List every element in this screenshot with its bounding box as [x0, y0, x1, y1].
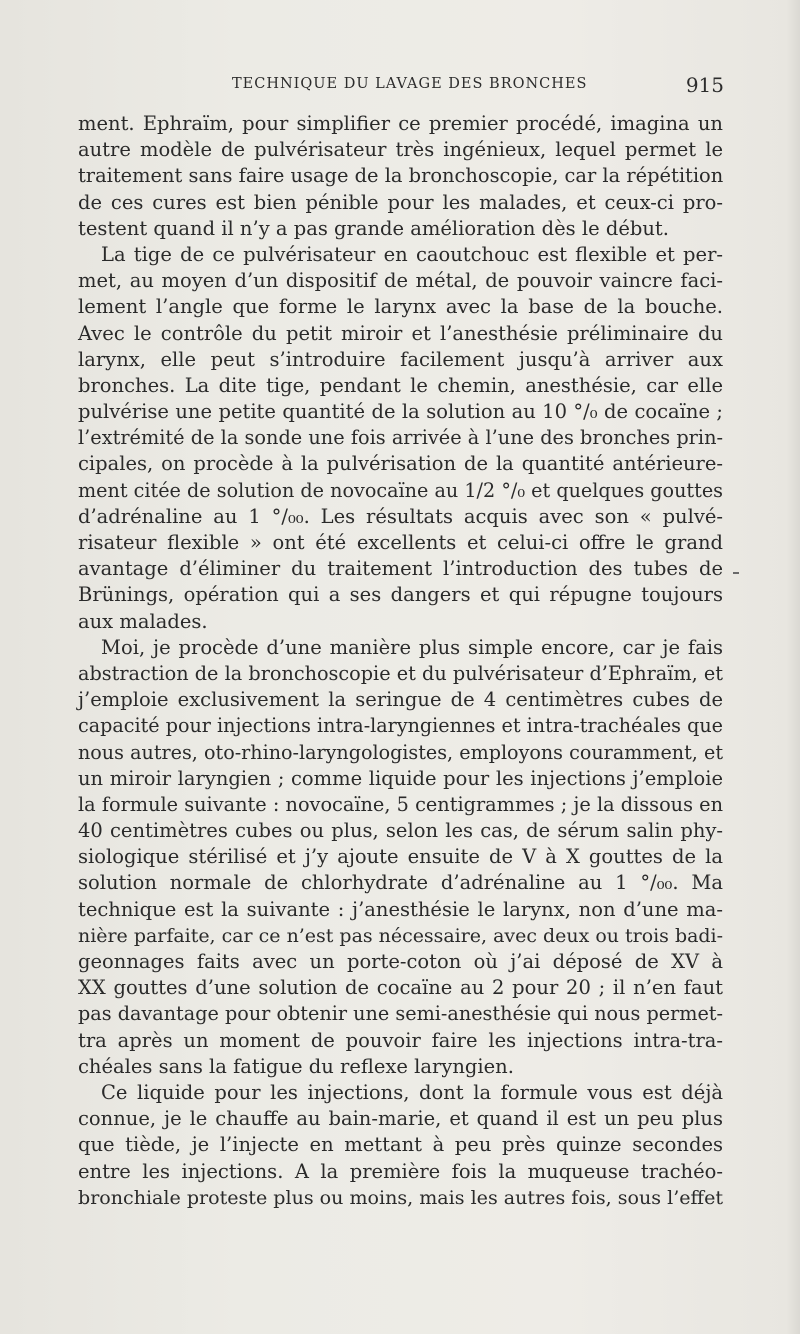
text-line: nous autres, oto-rhino-laryngologistes, employons couramment, et	[78, 740, 723, 764]
text-line: siologique stérilisé et j’y ajoute ensuite de V à X gouttes de la	[78, 845, 723, 869]
text-line: testent quand il n’y a pas grande amélioration dès le début.	[78, 216, 669, 240]
text-line: tra après un moment de pouvoir faire les injections intra-tra-	[78, 1028, 723, 1052]
text-line: lement l’angle que forme le larynx avec la base de la bouche.	[78, 295, 723, 319]
text-line: larynx, elle peut s’introduire facilement jusqu’à arriver aux	[78, 347, 723, 371]
text-line: Avec le contrôle du petit miroir et l’anesthésie préliminaire du	[78, 321, 723, 345]
text-line: connue, je le chauffe au bain-marie, et quand il est un peu plus	[78, 1107, 723, 1131]
text-line: autre modèle de pulvérisateur très ingénieux, lequel permet le	[78, 138, 723, 162]
text-line: geonnages faits avec un porte-coton où j’ai déposé de XV à	[78, 950, 723, 973]
text-line: d’adrénaline au 1 °/₀₀. Les résultats acquis avec son « pulvé-	[78, 504, 723, 528]
text-line: la formule suivante : novocaïne, 5 centigrammes ; je la dissous en	[78, 792, 723, 816]
text-line: 40 centimètres cubes ou plus, selon les cas, de sérum salin phy-	[78, 819, 723, 843]
text-line: ment citée de solution de novocaïne au 1/2 °/₀ et quelques gouttes	[78, 478, 723, 502]
running-head	[82, 74, 724, 98]
text-line: un miroir laryngien ; comme liquide pour les injections j’emploie	[78, 766, 723, 790]
text-line: pas davantage pour obtenir une semi-anesthésie qui nous permet-	[78, 1002, 723, 1026]
body-text	[78, 111, 723, 1211]
text-line: l’extrémité de la sonde une fois arrivée à l’une des bronches prin-	[78, 426, 723, 450]
page-edge-shadow	[786, 0, 800, 1334]
text-line: chéales sans la fatigue du reflexe laryngien.	[78, 1054, 514, 1078]
text-line: j’emploie exclusivement la seringue de 4 centimètres cubes de	[78, 688, 723, 712]
text-line: Brünings, opération qui a ses dangers et qui répugne toujours	[78, 583, 723, 607]
page-number: 915	[685, 73, 724, 97]
text-line: Ce liquide pour les injections, dont la formule vous est déjà	[101, 1080, 723, 1104]
text-line: pulvérise une petite quantité de la solution au 10 °/₀ de cocaïne ;	[78, 400, 723, 424]
text-line: ment. Ephraïm, pour simplifier ce premier procédé, imagina un	[78, 112, 723, 135]
text-line: met, au moyen d’un dispositif de métal, de pouvoir vaincre faci-	[78, 269, 723, 293]
text-line: avantage d’éliminer du traitement l’introduction des tubes de	[78, 557, 723, 581]
text-line: capacité pour injections intra-laryngiennes et intra-trachéales que	[78, 714, 723, 738]
text-line: risateur flexible » ont été excellents et celui-ci offre le grand	[78, 531, 723, 554]
text-line: Moi, je procède d’une manière plus simple encore, car je fais	[101, 635, 723, 659]
text-line: aux malades.	[78, 609, 208, 633]
text-line: bronchiale proteste plus ou moins, mais les autres fois, sous l’effet	[78, 1186, 723, 1209]
text-line: de ces cures est bien pénible pour les malades, et ceux-ci pro-	[78, 190, 723, 214]
text-line: abstraction de la bronchoscopie et du pulvérisateur d’Ephraïm, et	[78, 661, 723, 685]
text-line: traitement sans faire usage de la bronchoscopie, car la répétition	[78, 164, 724, 188]
margin-mark	[733, 572, 739, 574]
text-line: cipales, on procède à la pulvérisation de la quantité antérieure-	[78, 452, 723, 476]
text-line: XX gouttes d’une solution de cocaïne au 2 pour 20 ; il n’en faut	[78, 976, 723, 1000]
text-line: technique est la suivante : j’anesthésie le larynx, non d’une ma-	[78, 897, 723, 921]
text-line: La tige de ce pulvérisateur en caoutchouc est flexible et per-	[101, 242, 723, 266]
text-line: que tiède, je l’injecte en mettant à peu près quinze secondes	[78, 1133, 723, 1157]
running-title: TECHNIQUE DU LAVAGE DES BRONCHES	[232, 76, 588, 92]
text-line: solution normale de chlorhydrate d’adrénaline au 1 °/₀₀. Ma	[78, 871, 723, 895]
text-line: bronches. La dite tige, pendant le chemin, anesthésie, car elle	[78, 373, 723, 397]
text-line: nière parfaite, car ce n’est pas nécessaire, avec deux ou trois badi-	[78, 924, 723, 947]
text-line: entre les injections. A la première fois la muqueuse trachéo-	[78, 1159, 723, 1183]
